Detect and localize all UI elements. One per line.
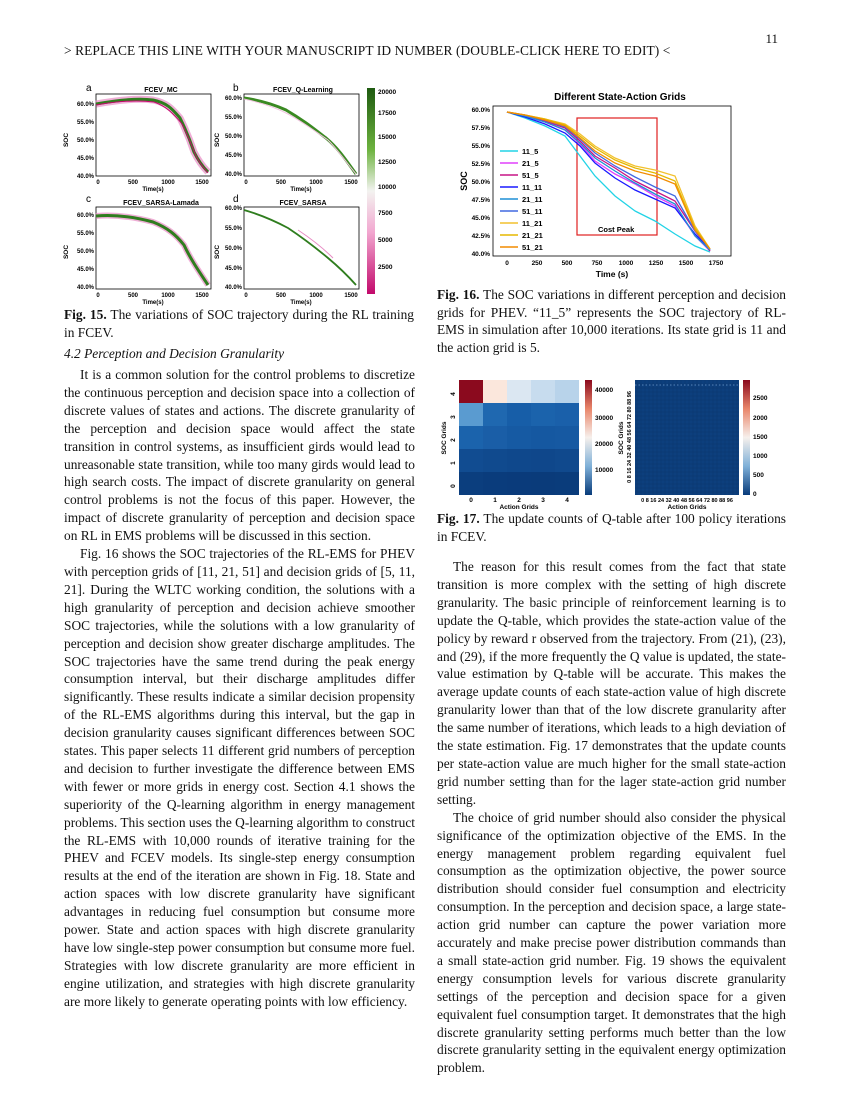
cell xyxy=(531,472,555,495)
svg-text:SOC: SOC xyxy=(63,132,70,148)
panel-letter: a xyxy=(86,83,92,94)
svg-text:2500: 2500 xyxy=(378,264,393,271)
svg-text:3: 3 xyxy=(541,497,545,504)
svg-text:1: 1 xyxy=(493,497,497,504)
fig16-caption-label: Fig. 16. xyxy=(437,287,480,302)
svg-text:55.0%: 55.0% xyxy=(76,231,94,237)
svg-text:42.5%: 42.5% xyxy=(471,233,490,240)
svg-text:50.0%: 50.0% xyxy=(76,138,94,144)
cell xyxy=(555,449,579,472)
svg-text:1500: 1500 xyxy=(195,293,209,299)
cell xyxy=(483,449,507,472)
fig16-xticks xyxy=(505,260,723,267)
cell xyxy=(459,403,483,426)
svg-text:40.0%: 40.0% xyxy=(471,251,490,258)
fig15-caption xyxy=(64,306,414,341)
cost-peak-label: Cost Peak xyxy=(598,225,635,234)
svg-text:40.0%: 40.0% xyxy=(224,172,242,178)
svg-text:47.5%: 47.5% xyxy=(471,197,490,204)
svg-text:0: 0 xyxy=(753,491,757,498)
svg-text:45.0%: 45.0% xyxy=(471,215,490,222)
svg-text:5000: 5000 xyxy=(378,237,393,244)
svg-text:60.0%: 60.0% xyxy=(76,213,94,219)
svg-text:750: 750 xyxy=(591,260,603,267)
svg-text:1000: 1000 xyxy=(309,180,323,186)
svg-text:0: 0 xyxy=(469,497,473,504)
svg-text:3: 3 xyxy=(450,415,457,419)
svg-text:FCEV_SARSA: FCEV_SARSA xyxy=(279,200,327,207)
svg-text:51_5: 51_5 xyxy=(522,171,539,180)
paragraph: The reason for this result comes from the fact that state transition is more complex with the setting of high discrete granularity. The basic principle of reinforcement learning is to update the Q-table, which provides the state-action value of the policy by reward r observed from the trajectory. From (21), (23), and (29), if the more frequently the Q value is updated, the state-value estimation by Q-table will be accurate. This makes the average update counts of each state-action value of high discrete granularity lower than that of the low discrete granularity after the same number of iterations, which leads to a high deviation of the state estimation. Fig. 17 demonstrates that the update counts per state-action value are much higher for the small state-action grid number setting than for the lager state-action grid number setting. xyxy=(437,559,786,807)
svg-text:4: 4 xyxy=(450,392,457,396)
svg-text:51_11: 51_11 xyxy=(522,207,543,216)
fig15-caption-text: The variations of SOC trajectory during the RL training in FCEV. xyxy=(64,307,414,340)
cell xyxy=(555,403,579,426)
cell xyxy=(531,380,555,403)
figure-15 xyxy=(58,80,410,306)
svg-text:21_11: 21_11 xyxy=(522,195,543,204)
svg-text:21_21: 21_21 xyxy=(522,231,543,240)
cell xyxy=(459,449,483,472)
fig17-left-colorbar-ticks xyxy=(595,387,613,474)
svg-text:11_11: 11_11 xyxy=(522,183,543,192)
fig17-left-colorbar xyxy=(585,380,592,495)
svg-text:55.0%: 55.0% xyxy=(76,120,94,126)
svg-text:1750: 1750 xyxy=(708,260,724,267)
svg-text:45.0%: 45.0% xyxy=(224,153,242,159)
svg-text:45.0%: 45.0% xyxy=(76,267,94,273)
svg-text:21_5: 21_5 xyxy=(522,159,539,168)
svg-text:20000: 20000 xyxy=(378,89,397,96)
svg-text:55.0%: 55.0% xyxy=(224,115,242,121)
figure-17 xyxy=(437,376,787,510)
svg-text:40.0%: 40.0% xyxy=(76,285,94,291)
svg-text:30000: 30000 xyxy=(595,415,614,422)
svg-text:0: 0 xyxy=(244,293,248,299)
svg-text:500: 500 xyxy=(753,472,764,479)
fig15-caption-label: Fig. 15. xyxy=(64,307,107,322)
svg-text:500: 500 xyxy=(275,293,287,299)
svg-text:1500: 1500 xyxy=(195,180,209,186)
svg-text:Time(s): Time(s) xyxy=(290,300,312,306)
svg-text:Time(s): Time(s) xyxy=(290,187,312,193)
svg-text:50.0%: 50.0% xyxy=(76,249,94,255)
svg-text:1000: 1000 xyxy=(618,260,634,267)
svg-text:d: d xyxy=(233,194,239,205)
cell xyxy=(555,472,579,495)
fig15-colorbar xyxy=(367,88,375,294)
svg-text:45.0%: 45.0% xyxy=(224,266,242,272)
svg-text:40.0%: 40.0% xyxy=(224,285,242,291)
svg-text:4: 4 xyxy=(565,497,569,504)
svg-text:2500: 2500 xyxy=(753,395,768,402)
svg-text:500: 500 xyxy=(127,293,139,299)
svg-text:2: 2 xyxy=(450,438,457,442)
svg-text:0 8 16 24 32 40 48 56 64 72 80: 0 8 16 24 32 40 48 56 64 72 80 88 96 xyxy=(641,498,733,504)
svg-text:50.0%: 50.0% xyxy=(224,134,242,140)
cell xyxy=(507,403,531,426)
svg-text:0 8 16 24 32 40 48 56 64 72 80: 0 8 16 24 32 40 48 56 64 72 80 88 96 xyxy=(627,391,633,483)
svg-text:1250: 1250 xyxy=(648,260,664,267)
cell xyxy=(483,472,507,495)
fig17-left-heatmap xyxy=(459,380,579,495)
fig15-colorbar-ticks xyxy=(378,89,396,271)
left-column-text xyxy=(64,366,415,1011)
svg-text:1500: 1500 xyxy=(753,434,768,441)
panel-title: FCEV_MC xyxy=(144,87,178,94)
fig16-yticks xyxy=(472,107,491,258)
svg-text:15000: 15000 xyxy=(378,134,397,141)
svg-text:40000: 40000 xyxy=(595,387,614,394)
fig17-right-colorbar xyxy=(743,380,750,495)
svg-text:Action Grids: Action Grids xyxy=(499,504,539,510)
svg-text:2: 2 xyxy=(517,497,521,504)
cell xyxy=(507,449,531,472)
svg-text:60.0%: 60.0% xyxy=(76,102,94,108)
svg-text:Time(s): Time(s) xyxy=(142,187,164,193)
svg-text:b: b xyxy=(233,83,239,94)
paragraph: It is a common solution for the control problems to discretize the continuous perception and decision space into a collection of discrete values of states and actions. The discrete granularity of the perception and decision space would affect the state transition in control systems, as insufficient girds would lead to unreasonable state transition, while too many girds would lead to high search costs. The impact of discrete granularity on general control problems is not the focus of this paper. However, the impact of discrete granularity of perception and decision space on RL in EMS problems will be discussed in this section. xyxy=(64,367,415,544)
svg-text:10000: 10000 xyxy=(378,184,397,191)
svg-text:SOC: SOC xyxy=(214,132,221,148)
svg-text:SOC Grids: SOC Grids xyxy=(618,421,625,455)
fig17-caption xyxy=(437,510,786,545)
cell xyxy=(531,449,555,472)
fig15-panel-a xyxy=(86,83,211,176)
fig17-right-colorbar-ticks xyxy=(753,395,768,498)
svg-text:11_5: 11_5 xyxy=(522,147,539,156)
svg-text:57.5%: 57.5% xyxy=(471,125,490,132)
svg-text:0: 0 xyxy=(450,484,457,488)
cell xyxy=(483,426,507,449)
figure-16 xyxy=(455,86,785,282)
svg-text:1000: 1000 xyxy=(161,293,175,299)
svg-text:SOC Grids: SOC Grids xyxy=(441,421,448,455)
svg-text:50.0%: 50.0% xyxy=(224,246,242,252)
svg-text:500: 500 xyxy=(561,260,573,267)
cell xyxy=(459,472,483,495)
paragraph: The choice of grid number should also consider the physical significance of the optimization objective of the EMS. In the energy management problem regarding equivalent fuel consumption as the optimization objective, the power source distribution should consider fuel consumption and electricity consumption. In the perception and decision space, a large state-action grid number can capture the power variation more accurately and make precise power distribution commands than a small state-action grid number. Fig. 19 shows the equivalent energy consumption levels for various discrete granularity settings of the perception and decision space for a given equivalent fuel consumption target. It demonstrates that the high discrete granularity setting performs much better than the low discrete granularity setting in the equivalent energy optimization problem. xyxy=(437,809,786,1076)
svg-text:0: 0 xyxy=(96,293,100,299)
cell xyxy=(507,426,531,449)
svg-text:52.5%: 52.5% xyxy=(471,161,490,168)
fig16-title: Different State-Action Grids xyxy=(554,92,686,103)
svg-text:45.0%: 45.0% xyxy=(76,156,94,162)
svg-text:250: 250 xyxy=(531,260,543,267)
svg-text:500: 500 xyxy=(275,180,287,186)
svg-text:1500: 1500 xyxy=(344,180,358,186)
svg-text:500: 500 xyxy=(127,180,139,186)
running-header: > REPLACE THIS LINE WITH YOUR MANUSCRIPT ID NUMBER (DOUBLE-CLICK HERE TO EDIT) < xyxy=(64,43,671,58)
svg-text:17500: 17500 xyxy=(378,110,397,117)
svg-text:50.0%: 50.0% xyxy=(471,179,490,186)
svg-text:c: c xyxy=(86,194,91,205)
svg-text:1500: 1500 xyxy=(678,260,694,267)
svg-text:1500: 1500 xyxy=(344,293,358,299)
svg-text:7500: 7500 xyxy=(378,210,393,217)
svg-text:55.0%: 55.0% xyxy=(471,143,490,150)
cell xyxy=(459,380,483,403)
cell xyxy=(483,380,507,403)
fig16-ylabel: SOC xyxy=(459,171,469,191)
svg-text:SOC: SOC xyxy=(214,244,221,260)
fig16-caption xyxy=(437,286,786,356)
cell xyxy=(483,403,507,426)
page-number: 11 xyxy=(765,31,778,46)
cell xyxy=(555,426,579,449)
svg-text:0: 0 xyxy=(244,180,248,186)
svg-text:Action Grids: Action Grids xyxy=(667,504,707,510)
section-heading: 4.2 Perception and Decision Granularity xyxy=(64,346,285,361)
cell xyxy=(555,380,579,403)
svg-text:60.0%: 60.0% xyxy=(471,107,490,114)
fig15-panel-c xyxy=(86,194,211,289)
fig17-caption-text: The update counts of Q-table after 100 policy iterations in FCEV. xyxy=(437,511,786,544)
svg-text:55.0%: 55.0% xyxy=(224,226,242,232)
svg-text:1000: 1000 xyxy=(753,453,768,460)
fig16-caption-text: The SOC variations in different perception and decision grids for PHEV. “11_5” represents the SOC trajectory of RL-EMS in simulation after 10,000 iterations. Its state grid is 11 and the action grid is 5. xyxy=(437,287,787,355)
paragraph: Fig. 16 shows the SOC trajectories of the RL-EMS for PHEV with perception grids of [11, 21, 51] and decision grids of [5, 11, 21]. During the WLTC working condition, the solutions with a high granularity of perception and decision achieve smoother SOC trajectories, while the solutions with a low granularity of perception and decision show greater discharge amplitudes. The SOC trajectories have the same trend during the peak energy consumption interval, but their discharge amplitudes differ significantly. These results indicate a similar decision propensity of the RL-EMS algorithms during this interval, but the gap in decision granularity causes significant differences between SOC states. This paper selects 11 different grid numbers of perception and decision to further investigate the difference between EMS with fewer or more grids in energy cost. Section 4.1 shows the superiority of the Q-learning algorithm in energy management problems. This section uses the Q-learning algorithm to construct the RL-EMS with 10,000 rounds of iterative training for the PHEV and FCEV models. Its single-step energy consumption results at the end of the iteration are shown in Fig. 18. State and action spaces with low discrete granularity have significant advantages in reducing fuel consumption but consume more power. State and action spaces with high discrete granularity have low single-step power consumption but consume more fuel. Strategies with low discrete granularity are more efficient in engine utilization, and strategies with high discrete granularity are more likely to generate operating points with low efficiency. xyxy=(64,546,415,1009)
cell xyxy=(507,472,531,495)
cell xyxy=(531,426,555,449)
svg-text:1: 1 xyxy=(450,461,457,465)
svg-text:FCEV_SARSA-Lamada: FCEV_SARSA-Lamada xyxy=(123,200,199,207)
fig15-panel-b xyxy=(233,83,359,176)
svg-text:Time(s): Time(s) xyxy=(142,300,164,306)
svg-text:20000: 20000 xyxy=(595,441,614,448)
cell xyxy=(531,403,555,426)
svg-text:1000: 1000 xyxy=(309,293,323,299)
cell xyxy=(507,380,531,403)
svg-text:FCEV_Q-Learning: FCEV_Q-Learning xyxy=(273,87,333,94)
svg-text:0: 0 xyxy=(96,180,100,186)
svg-text:2000: 2000 xyxy=(753,415,768,422)
svg-text:51_21: 51_21 xyxy=(522,243,543,252)
svg-text:1000: 1000 xyxy=(161,180,175,186)
svg-text:12500: 12500 xyxy=(378,159,397,166)
svg-text:60.0%: 60.0% xyxy=(224,96,242,102)
svg-text:60.0%: 60.0% xyxy=(224,206,242,212)
svg-text:10000: 10000 xyxy=(595,467,614,474)
fig16-xlabel: Time (s) xyxy=(595,269,629,279)
svg-text:11_21: 11_21 xyxy=(522,219,543,228)
fig17-right-heatmap xyxy=(635,380,739,495)
svg-text:SOC: SOC xyxy=(63,244,70,260)
fig17-caption-label: Fig. 17. xyxy=(437,511,480,526)
svg-text:40.0%: 40.0% xyxy=(76,174,94,180)
fig15-panel-d xyxy=(233,194,359,289)
svg-text:0: 0 xyxy=(505,260,509,267)
right-column-text xyxy=(437,558,786,1077)
cell xyxy=(459,426,483,449)
